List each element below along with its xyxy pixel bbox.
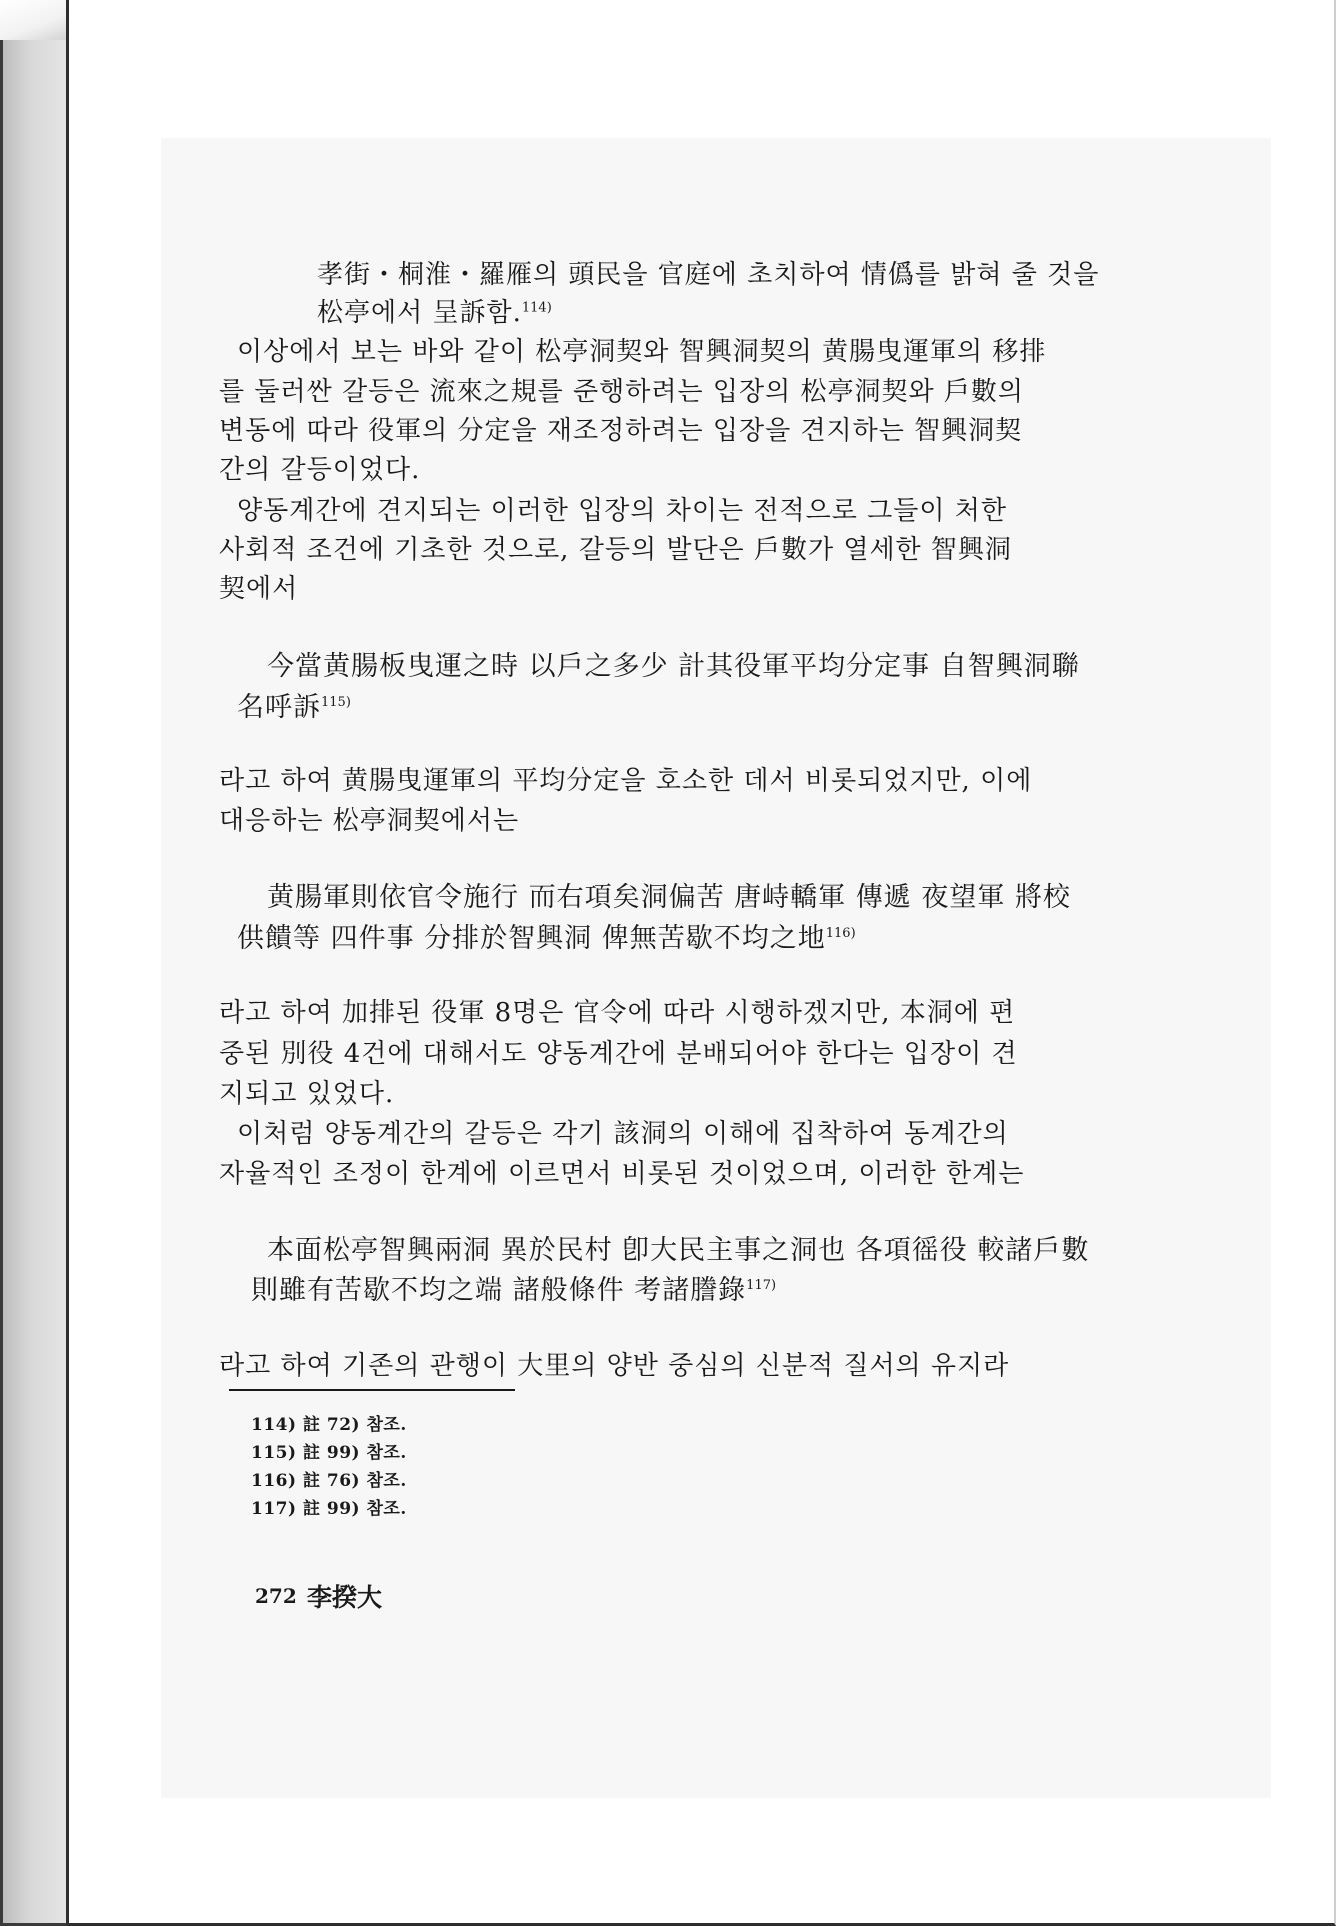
body-line: 간의 갈등이었다.: [219, 455, 421, 485]
body-line: 라고 하여 加排된 役軍 8명은 官令에 따라 시행하겠지만, 本洞에 편: [219, 998, 1016, 1028]
body-line: 契에서: [219, 574, 299, 604]
page: [66, 0, 1336, 1926]
body-line: 松亭에서 呈訴함.$^{114)}$: [317, 298, 552, 328]
footnote: 115) 註 99) 참조.: [251, 1443, 407, 1463]
body-line: 孝街・桐淮・羅雁의 頭民을 官庭에 초치하여 情僞를 밝혀 줄 것을: [317, 260, 1100, 290]
body-line: 지되고 있었다.: [219, 1079, 395, 1109]
quote-line: 本面松亭智興兩洞 異於民村 卽大民主事之洞也 各項徭役 較諸戶數: [267, 1235, 1090, 1266]
footnote-marker: 116): [825, 926, 856, 941]
quote-line: 則雖有苦歇不均之端 諸般條件 考諸謄錄$^{117)}$: [251, 1275, 777, 1306]
body-line: 변동에 따라 役軍의 分定을 재조정하려는 입장을 견지하는 智興洞契: [219, 416, 1023, 446]
footnote-separator: [229, 1389, 515, 1391]
page-number: 272: [255, 1584, 297, 1608]
quote-line: 供饋等 四件事 分排於智興洞 俾無苦歇不均之地$^{116)}$: [237, 923, 856, 954]
body-line: 를 둘러싼 갈등은 流來之規를 준행하려는 입장의 松亭洞契와 戶數의: [219, 377, 1024, 407]
book-side: [0, 0, 70, 1926]
quote-line: 今當黄腸板曳運之時 以戶之多少 計其役軍平均分定事 自智興洞聯: [267, 651, 1080, 682]
body-line: 이처럼 양동계간의 갈등은 각기 該洞의 이해에 집착하여 동계간의: [237, 1119, 1009, 1149]
body-line: 자율적인 조정이 한계에 이르면서 비롯된 것이었으며, 이러한 한계는: [219, 1159, 1025, 1189]
body-line: 사회적 조건에 기초한 것으로, 갈등의 발단은 戶數가 열세한 智興洞: [219, 535, 1012, 565]
running-head-author: 李揆大: [307, 1583, 383, 1612]
footnote-marker: 117): [746, 1278, 777, 1293]
footnote: 116) 註 76) 참조.: [251, 1471, 407, 1491]
quote-line: 黄腸軍則依官令施行 而右項矣洞偏苦 唐峙轎軍 傳遞 夜望軍 將校: [267, 882, 1071, 913]
body-line: 대응하는 松亭洞契에서는: [219, 806, 520, 836]
footnote: 117) 註 99) 참조.: [251, 1499, 407, 1519]
body-line: 라고 하여 黄腸曳運軍의 平均分定을 호소한 데서 비롯되었지만, 이에: [219, 766, 1033, 796]
body-line: 라고 하여 기존의 관행이 大里의 양반 중심의 신분적 질서의 유지라: [219, 1351, 1010, 1381]
footnote: 114) 註 72) 참조.: [251, 1415, 407, 1435]
book-side-top: [0, 0, 70, 40]
body-line: 이상에서 보는 바와 같이 松亭洞契와 智興洞契의 黄腸曳運軍의 移排: [237, 337, 1047, 367]
footnote-marker: 115): [321, 695, 351, 710]
body-line: 양동계간에 견지되는 이러한 입장의 차이는 전적으로 그들이 처한: [237, 496, 1007, 526]
quote-line: 名呼訴$^{115)}$: [237, 692, 351, 723]
footnote-marker: 114): [521, 300, 552, 316]
body-line: 중된 別役 4건에 대해서도 양동계간에 분배되어야 한다는 입장이 견: [219, 1039, 1018, 1069]
